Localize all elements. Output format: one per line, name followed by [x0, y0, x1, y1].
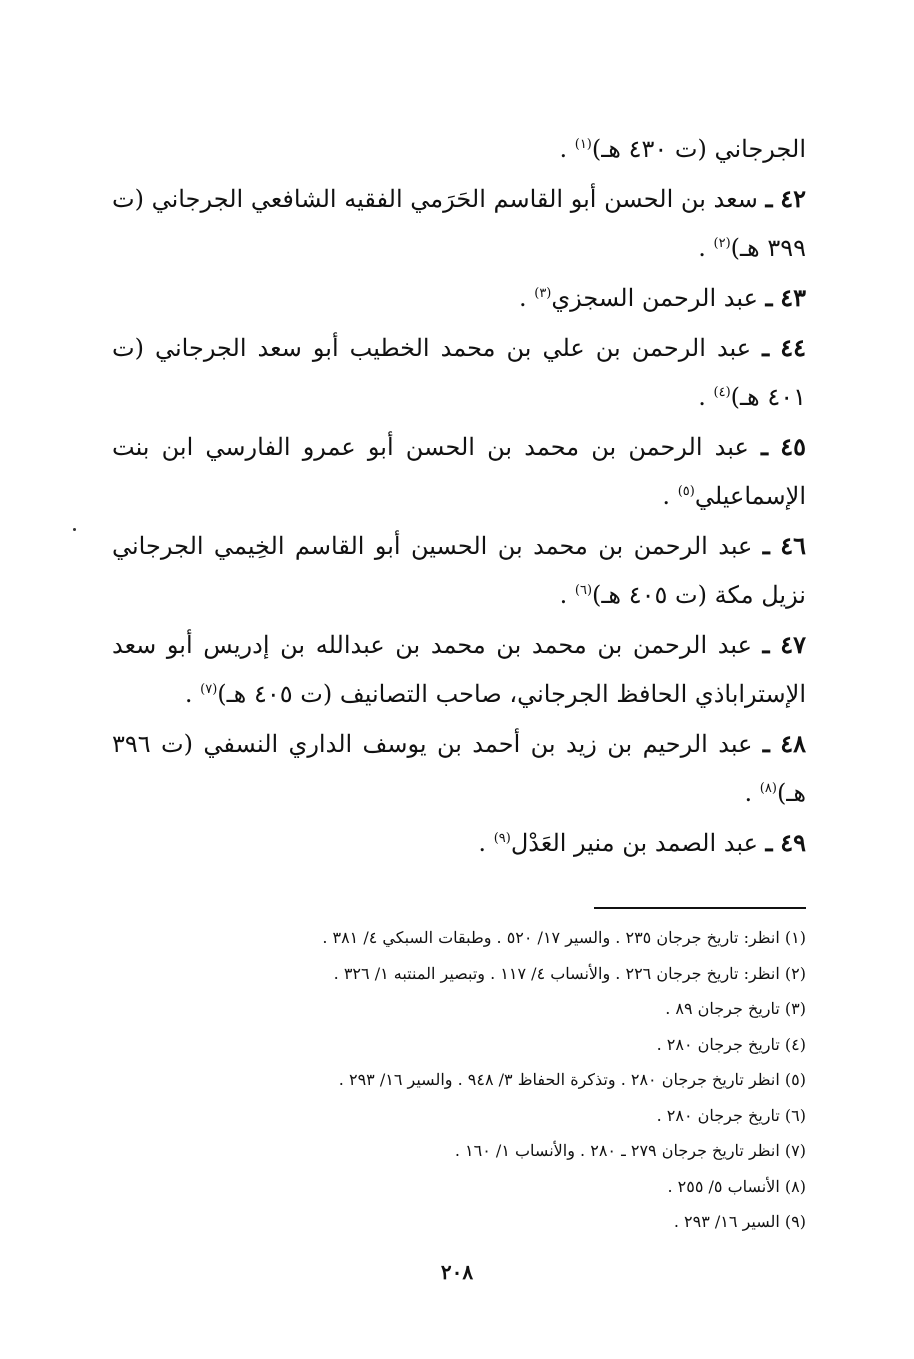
- footnote-ref: (٨): [759, 781, 777, 796]
- entry-number: ٤٩: [780, 828, 806, 857]
- page-number: ٢٠٨: [440, 1260, 474, 1284]
- footnote-ref: (١): [574, 137, 592, 152]
- footnote-9: (٩) السير ١٦/ ٢٩٣ .: [673, 1212, 806, 1231]
- footnote-4: (٤) تاريخ جرجان ٢٨٠ .: [656, 1034, 806, 1054]
- entry-46: ٤٦ ـ عبد الرحمن بن محمد بن الحسين أبو القاسم الخِيمي الجرجاني نزيل مكة (ت ٤٠٥ هـ)$^{(٦)}$ .: [112, 531, 806, 609]
- footnote-2: (٢) انظر: تاريخ جرجان ٢٢٦ . والأنساب ٤/ ١١٧ . وتبصير المنتبه ١/ ٣٢٦ .: [333, 963, 806, 983]
- footnote-ref: (٩): [493, 831, 511, 846]
- footnote-ref: (٤): [713, 385, 731, 400]
- footnote-1: (١) انظر: تاريخ جرجان ٢٣٥ . والسير ١٧/ ٥٢٠ . وطبقات السبكي ٤/ ٣٨١ .: [322, 928, 806, 947]
- entry-number: ٤٧: [780, 630, 806, 659]
- entry-number: ٤٤: [780, 333, 806, 362]
- footnote-ref: (٥): [677, 484, 695, 499]
- entry-number: ٤٣: [780, 283, 806, 312]
- footnote-3: (٣) تاريخ جرجان ٨٩ .: [665, 999, 806, 1018]
- entry-number: ٤٨: [780, 729, 806, 758]
- scan-speck: [73, 528, 76, 531]
- entry-44: ٤٤ ـ عبد الرحمن بن علي بن محمد الخطيب أبو سعد الجرجاني (ت ٤٠١ هـ)$^{(٤)}$ .: [112, 333, 806, 411]
- footnote-ref: (٢): [713, 236, 731, 251]
- entry-49: ٤٩ ـ عبد الصمد بن منير العَدْل$^{(٩)}$ .: [478, 828, 806, 857]
- entry-47: ٤٧ ـ عبد الرحمن بن محمد بن محمد بن عبدالله بن إدريس أبو سعد الإستراباذي الحافظ الجرجاني، صاحب التصانيف (ت ٤٠٥ هـ)$^{(٧)}$ .: [112, 630, 806, 708]
- entry-41-continuation: الجرجاني (ت ٤٣٠ هـ)$^{(١)}$ .: [559, 135, 806, 163]
- entry-43: ٤٣ ـ عبد الرحمن السجزي$^{(٣)}$ .: [518, 283, 806, 312]
- entry-number: ٤٦: [780, 531, 806, 560]
- entry-number: ٤٥: [780, 432, 806, 461]
- footnotes: [112, 920, 806, 1240]
- main-text: [112, 125, 806, 868]
- footnote-8: (٨) الأنساب ٥/ ٢٥٥ .: [667, 1176, 806, 1196]
- footnote-divider: [594, 907, 806, 909]
- footnote-ref: (٦): [574, 583, 593, 598]
- footnote-ref: (٧): [200, 682, 218, 697]
- footnote-6: (٦) تاريخ جرجان ٢٨٠ .: [656, 1105, 806, 1125]
- entry-48: ٤٨ ـ عبد الرحيم بن زيد بن أحمد بن يوسف الداري النسفي (ت ٣٩٦ هـ)$^{(٨)}$ .: [112, 729, 806, 807]
- entry-45: ٤٥ ـ عبد الرحمن بن محمد بن الحسن أبو عمرو الفارسي ابن بنت الإسماعيلي$^{(٥)}$ .: [112, 432, 806, 510]
- entry-42: ٤٢ ـ سعد بن الحسن أبو القاسم الحَرَمي الفقيه الشافعي الجرجاني (ت ٣٩٩ هـ)$^{(٢)}$ .: [112, 184, 806, 262]
- entry-number: ٤٢: [780, 184, 806, 213]
- footnote-7: (٧) انظر تاريخ جرجان ٢٧٩ ـ ٢٨٠ . والأنساب ١/ ١٦٠ .: [454, 1141, 806, 1160]
- footnote-5: (٥) انظر تاريخ جرجان ٢٨٠ . وتذكرة الحفاظ ٣/ ٩٤٨ . والسير ١٦/ ٢٩٣ .: [338, 1070, 806, 1089]
- footnote-ref: (٣): [534, 286, 552, 301]
